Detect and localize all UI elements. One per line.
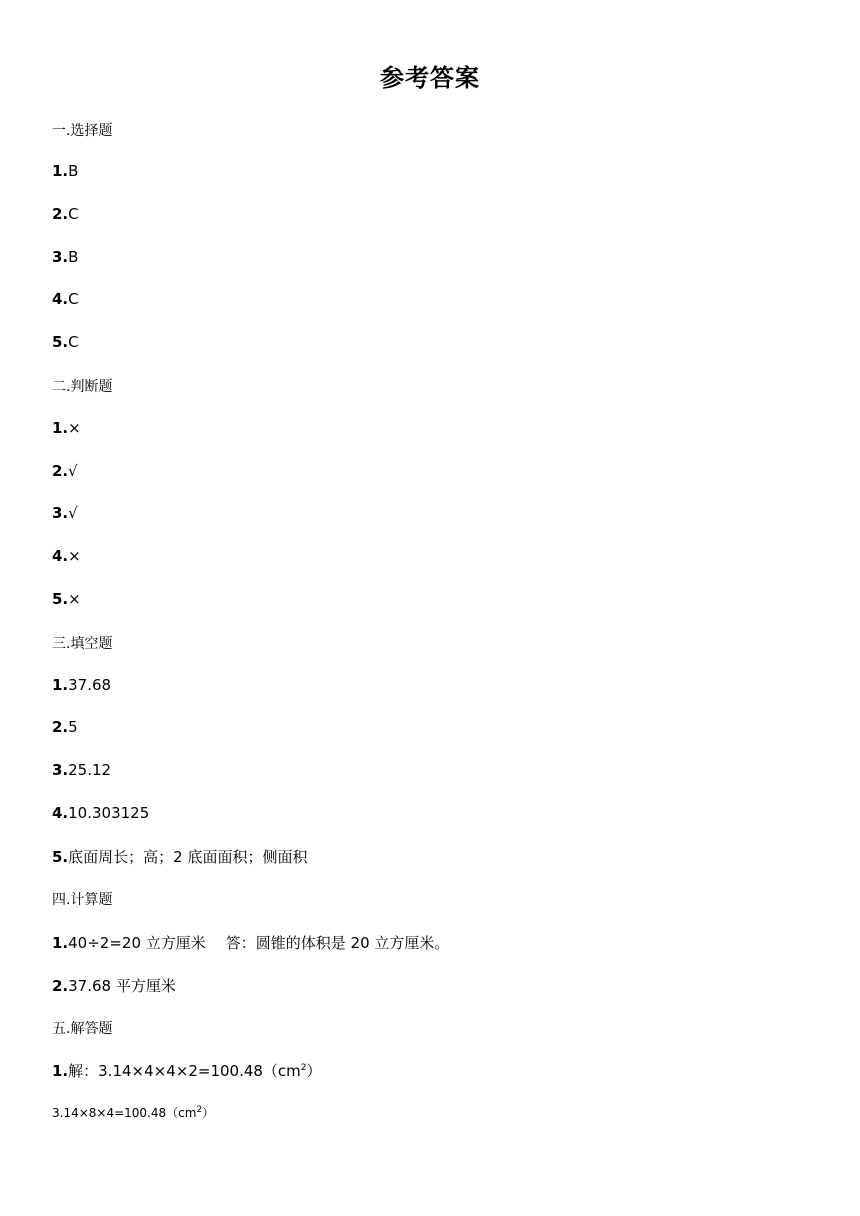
item-number: 2. [52, 977, 69, 995]
item-answer: C [68, 333, 79, 351]
item-answer: 40÷2=20 立方厘米 [68, 934, 206, 952]
item-answer: C [68, 290, 79, 308]
answer-item [52, 205, 79, 223]
answer-item [52, 590, 81, 608]
answer-item [52, 333, 79, 351]
answer-item [52, 846, 307, 867]
section-heading-solution: 五.解答题 [52, 1021, 113, 1037]
section-heading-calculation: 四.计算题 [52, 892, 113, 908]
answer-item [52, 162, 78, 180]
item-answer-statement: 答：圆锥的体积是 20 立方厘米。 [225, 934, 450, 952]
item-number: 3. [52, 504, 69, 522]
item-answer: 25.12 [68, 761, 112, 779]
answer-item [52, 1060, 322, 1081]
item-answer: 37.68 平方厘米 [68, 977, 176, 995]
item-answer: × [68, 547, 81, 565]
section-heading-judgment: 二.判断题 [52, 379, 113, 395]
item-number: 1. [52, 934, 69, 952]
superscript: 2 [300, 1063, 307, 1073]
item-answer: × [68, 419, 81, 437]
answer-item [52, 547, 81, 565]
answer-item [52, 718, 78, 736]
item-number: 1. [52, 1062, 69, 1080]
item-answer: 解：3.14×4×4×2=100.48（cm [68, 1062, 301, 1080]
step-text: 3.14×8×4=100.48（cm [52, 1106, 197, 1120]
item-answer: √ [68, 462, 78, 480]
section-heading-choice: 一.选择题 [52, 123, 113, 139]
item-number: 4. [52, 547, 69, 565]
answer-item [52, 504, 78, 522]
item-number: 1. [52, 419, 69, 437]
answer-item [52, 932, 449, 953]
answer-item [52, 462, 78, 480]
superscript: 2 [196, 1105, 203, 1115]
answer-item [52, 804, 149, 822]
item-answer: 37.68 [68, 676, 112, 694]
item-answer: × [68, 590, 81, 608]
answer-item [52, 290, 79, 308]
solution-step-line [52, 1104, 214, 1121]
item-answer: C [68, 205, 79, 223]
item-number: 5. [52, 848, 69, 866]
section-heading-fill-in: 三.填空题 [52, 636, 113, 652]
item-number: 2. [52, 718, 69, 736]
item-answer: B [68, 248, 79, 266]
item-number: 1. [52, 676, 69, 694]
item-number: 2. [52, 462, 69, 480]
item-number: 5. [52, 590, 69, 608]
item-number: 1. [52, 162, 69, 180]
answer-item [52, 419, 81, 437]
item-number: 3. [52, 761, 69, 779]
item-answer: B [68, 162, 79, 180]
item-number: 4. [52, 804, 69, 822]
item-answer: 10.303125 [68, 804, 150, 822]
answer-item [52, 761, 111, 779]
item-number: 5. [52, 333, 69, 351]
close-paren: ） [202, 1106, 215, 1120]
item-number: 3. [52, 248, 69, 266]
page-title: 参考答案 [380, 64, 480, 92]
answer-item [52, 676, 111, 694]
item-answer: √ [68, 504, 78, 522]
item-number: 4. [52, 290, 69, 308]
item-answer: 5 [68, 718, 78, 736]
answer-item [52, 975, 176, 996]
answer-item [52, 248, 78, 266]
close-paren: ） [306, 1062, 322, 1080]
item-answer: 底面周长；高；2 底面面积；侧面积 [68, 848, 308, 866]
item-number: 2. [52, 205, 69, 223]
